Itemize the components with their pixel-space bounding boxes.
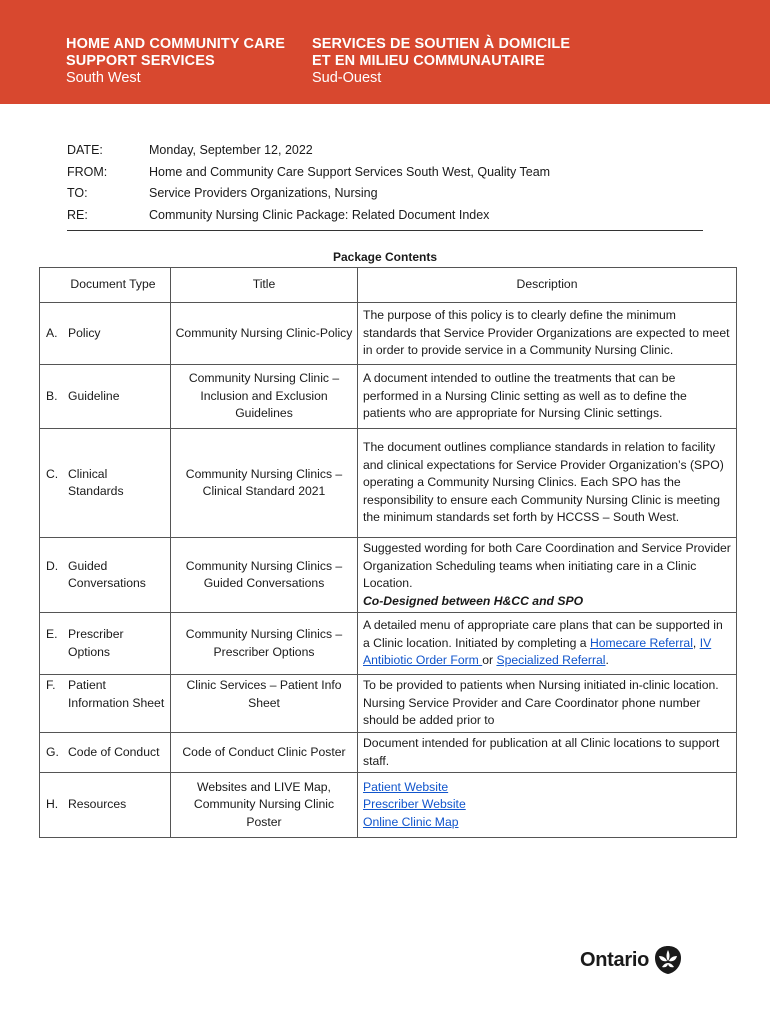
cell-title: Websites and LIVE Map, Community Nursing Clinic Poster xyxy=(171,773,358,838)
table-row xyxy=(40,613,737,675)
memo-label: TO: xyxy=(67,186,88,200)
memo-row-date xyxy=(67,140,703,162)
cell-description: Document intended for publication at all Clinic locations to support staff. xyxy=(358,733,737,773)
cell-type xyxy=(40,613,171,675)
cell-description xyxy=(358,613,737,675)
memo-row-re xyxy=(67,205,703,227)
table-row xyxy=(40,773,737,838)
cell-type xyxy=(40,429,171,538)
description-end: . xyxy=(605,653,609,668)
cell-type xyxy=(40,733,171,773)
cell-type xyxy=(40,773,171,838)
package-title: Package Contents xyxy=(332,250,438,264)
header-en-line3: South West xyxy=(66,70,141,86)
description-text: A detailed menu of appropriate care plans that can be supported in a Clinic location. Initiated by completing a xyxy=(363,618,723,650)
memo-value: Home and Community Care Support Services South West, Quality Team xyxy=(149,164,551,179)
header-fr-line3: Sud-Ouest xyxy=(312,70,382,86)
table-row xyxy=(40,365,737,429)
cell-title: Community Nursing Clinic – Inclusion and Exclusion Guidelines xyxy=(171,365,358,429)
cell-description: To be provided to patients when Nursing initiated in-clinic location. Nursing Service Provider and Care Coordinator phone number should be added prior to xyxy=(358,675,737,733)
type-label: Clinical Standards xyxy=(68,466,124,498)
type-label: Code of Conduct xyxy=(68,744,160,759)
memo-block xyxy=(67,140,703,231)
cell-title: Community Nursing Clinics – Guided Conversations xyxy=(171,538,358,613)
type-label: Policy xyxy=(68,325,101,340)
memo-row-from xyxy=(67,162,703,184)
memo-value: Service Providers Organizations, Nursing xyxy=(149,186,378,200)
header-french xyxy=(312,36,570,87)
type-letter: A. xyxy=(46,325,58,340)
description-text: Suggested wording for both Care Coordination and Service Provider Organization Scheduling teams when initiating care in a Clinic Location. xyxy=(363,541,731,590)
cell-type xyxy=(40,365,171,429)
table-row xyxy=(40,538,737,613)
trillium-icon xyxy=(654,945,682,975)
ontario-logo xyxy=(580,945,682,975)
cell-description xyxy=(358,773,737,838)
homecare-referral-link[interactable]: Homecare Referral xyxy=(589,635,693,650)
table-row xyxy=(40,429,737,538)
cell-title: Code of Conduct Clinic Poster xyxy=(171,733,358,773)
cell-title: Community Nursing Clinics – Prescriber Options xyxy=(171,613,358,675)
type-label: Guideline xyxy=(68,388,120,403)
cell-title: Clinic Services – Patient Info Sheet xyxy=(171,675,358,733)
header-en-line2: SUPPORT SERVICES xyxy=(66,53,215,69)
header-english xyxy=(66,36,285,87)
memo-row-to xyxy=(67,183,703,205)
type-letter: G. xyxy=(46,744,59,759)
type-letter: F. xyxy=(46,678,56,692)
cell-type xyxy=(40,675,171,733)
header-document-type: Document Type xyxy=(40,268,171,303)
patient-website-link[interactable]: Patient Website xyxy=(363,779,449,794)
co-designed-note: Co-Designed between H&CC and SPO xyxy=(363,593,584,608)
type-label: Patient Information Sheet xyxy=(68,678,165,710)
cell-description: A document intended to outline the treatments that can be performed in a Nursing Clinic setting as well as to define the patients who are appropriate for Nursing Clinic settings. xyxy=(358,365,737,429)
link-separator: or xyxy=(482,653,497,668)
type-letter: B. xyxy=(46,388,58,403)
memo-label: FROM: xyxy=(67,164,108,179)
header-fr-line1: SERVICES DE SOUTIEN À DOMICILE xyxy=(312,36,571,52)
type-label: Resources xyxy=(68,797,127,812)
contents-table xyxy=(39,267,737,838)
cell-title: Community Nursing Clinic-Policy xyxy=(171,303,358,365)
memo-value: Community Nursing Clinic Package: Related Document Index xyxy=(149,207,490,222)
cell-description: The document outlines compliance standards in relation to facility and clinical expectations for Service Provider Organization’s (SPO) operating a Community Nursing Clinics. Each SPO has the responsibility to ensure each Community Nursing Clinic is meeting the minimum standards set forth by HCCSS – South West. xyxy=(358,429,737,538)
header-title: Title xyxy=(171,268,358,303)
memo-label: DATE: xyxy=(67,143,103,157)
cell-description xyxy=(358,538,737,613)
type-letter: C. xyxy=(46,466,59,481)
cell-description: The purpose of this policy is to clearly define the minimum standards that Service Provider Organizations are expected to meet in order to provide service in a Community Nursing Clinic. xyxy=(358,303,737,365)
memo-value: Monday, September 12, 2022 xyxy=(149,143,313,157)
header-band xyxy=(0,0,770,104)
table-row xyxy=(40,675,737,733)
ontario-logo-text: Ontario xyxy=(580,948,650,971)
cell-type xyxy=(40,538,171,613)
header-en-line1: HOME AND COMMUNITY CARE xyxy=(66,36,285,52)
table-row xyxy=(40,733,737,773)
header-fr-line2: ET EN MILIEU COMMUNAUTAIRE xyxy=(312,53,545,69)
link-separator: , xyxy=(692,635,700,650)
type-letter: E. xyxy=(46,627,58,641)
table-header-row xyxy=(40,268,737,303)
specialized-referral-link[interactable]: Specialized Referral xyxy=(496,653,606,668)
online-clinic-map-link[interactable]: Online Clinic Map xyxy=(363,814,459,829)
cell-title: Community Nursing Clinics – Clinical Standard 2021 xyxy=(171,429,358,538)
iv-antibiotic-order-form-link[interactable]: IV Antibiotic Order Form xyxy=(363,635,712,668)
type-label: Guided Conversations xyxy=(68,558,146,590)
header-description: Description xyxy=(358,268,737,303)
type-label: Prescriber Options xyxy=(68,627,124,659)
type-letter: D. xyxy=(46,558,59,573)
memo-label: RE: xyxy=(67,207,88,222)
table-row xyxy=(40,303,737,365)
cell-type xyxy=(40,303,171,365)
type-letter: H. xyxy=(46,797,59,812)
prescriber-website-link[interactable]: Prescriber Website xyxy=(363,797,466,812)
